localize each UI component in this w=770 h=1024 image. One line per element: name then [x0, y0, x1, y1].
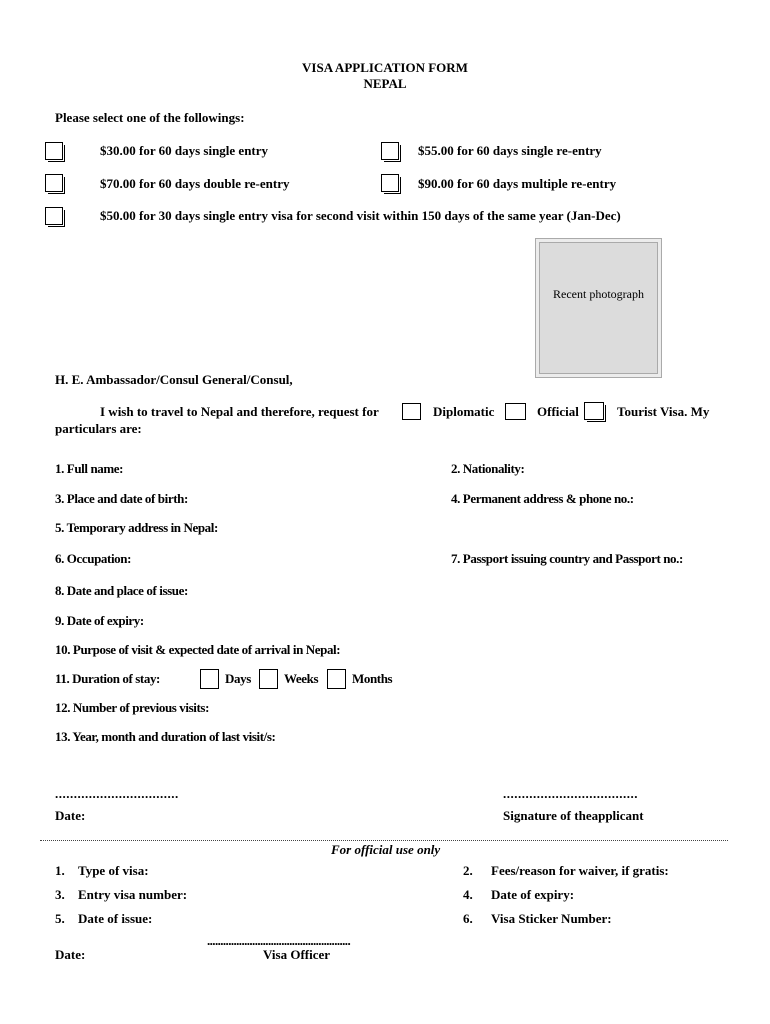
diplomatic-checkbox[interactable] — [402, 403, 421, 420]
signature-dotted-line: .................................... — [503, 786, 638, 801]
official-num-4: 4. — [463, 887, 473, 902]
official-date-of-issue: Date of issue: — [78, 911, 153, 926]
tourist-label: Tourist Visa. My — [617, 404, 710, 419]
option-30-checkbox[interactable] — [45, 142, 63, 160]
official-heading: For official use only — [331, 842, 441, 857]
months-checkbox[interactable] — [327, 669, 346, 689]
form-title: VISA APPLICATION FORM — [302, 60, 468, 75]
visa-officer-label: Visa Officer — [263, 947, 331, 962]
signature-label: Signature of theapplicant — [503, 808, 644, 823]
official-num-5: 5. — [55, 911, 65, 926]
field-duration: 11. Duration of stay: — [55, 671, 160, 686]
date-dotted-line: ................................. — [55, 786, 179, 801]
addressee: H. E. Ambassador/Consul General/Consul, — [55, 372, 293, 387]
field-birth: 3. Place and date of birth: — [55, 491, 188, 506]
official-num-1: 1. — [55, 863, 65, 878]
days-checkbox[interactable] — [200, 669, 219, 689]
photo-box[interactable] — [535, 238, 662, 378]
option-90-label: $90.00 for 60 days multiple re-entry — [418, 176, 617, 191]
option-70-checkbox[interactable] — [45, 174, 63, 192]
diplomatic-label: Diplomatic — [433, 404, 495, 419]
official-entry-visa-number: Entry visa number: — [78, 887, 188, 902]
field-passport: 7. Passport issuing country and Passport no.: — [451, 551, 683, 566]
official-checkbox[interactable] — [505, 403, 526, 420]
official-visa-sticker: Visa Sticker Number: — [491, 911, 612, 926]
field-previous-visits: 12. Number of previous visits: — [55, 700, 209, 715]
official-num-6: 6. — [463, 911, 473, 926]
official-type-of-visa: Type of visa: — [78, 863, 149, 878]
field-permanent-address: 4. Permanent address & phone no.: — [451, 491, 634, 506]
option-50-checkbox[interactable] — [45, 207, 63, 225]
request-text: I wish to travel to Nepal and therefore, request for — [100, 404, 379, 419]
official-num-3: 3. — [55, 887, 65, 902]
field-temporary-address: 5. Temporary address in Nepal: — [55, 520, 218, 535]
official-divider — [40, 840, 728, 841]
field-expiry: 9. Date of expiry: — [55, 613, 144, 628]
weeks-label: Weeks — [284, 671, 319, 686]
weeks-checkbox[interactable] — [259, 669, 278, 689]
field-purpose: 10. Purpose of visit & expected date of arrival in Nepal: — [55, 642, 341, 657]
field-last-visit: 13. Year, month and duration of last visit/s: — [55, 729, 276, 744]
option-50-label: $50.00 for 30 days single entry visa for second visit within 150 days of the same year (Jan-Dec) — [100, 208, 621, 223]
official-fees: Fees/reason for waiver, if gratis: — [491, 863, 669, 878]
option-55-checkbox[interactable] — [381, 142, 399, 160]
official-label: Official — [537, 404, 579, 419]
option-70-label: $70.00 for 60 days double re-entry — [100, 176, 290, 191]
option-30-label: $30.00 for 60 days single entry — [100, 143, 269, 158]
photo-label: Recent photograph — [553, 287, 644, 301]
official-num-2: 2. — [463, 863, 473, 878]
request-text-continued: particulars are: — [55, 421, 142, 436]
date-label: Date: — [55, 808, 86, 823]
form-country: NEPAL — [363, 76, 407, 91]
option-90-checkbox[interactable] — [381, 174, 399, 192]
selection-prompt: Please select one of the followings: — [55, 110, 245, 125]
option-55-label: $55.00 for 60 days single re-entry — [418, 143, 602, 158]
days-label: Days — [225, 671, 251, 686]
official-date-of-expiry: Date of expiry: — [491, 887, 575, 902]
months-label: Months — [352, 671, 393, 686]
field-full-name: 1. Full name: — [55, 461, 124, 476]
official-date-label: Date: — [55, 947, 86, 962]
tourist-checkbox[interactable] — [584, 402, 604, 420]
field-occupation: 6. Occupation: — [55, 551, 132, 566]
field-nationality: 2. Nationality: — [451, 461, 525, 476]
field-issue: 8. Date and place of issue: — [55, 583, 188, 598]
officer-dotted-line: ...................................................... — [207, 933, 351, 948]
